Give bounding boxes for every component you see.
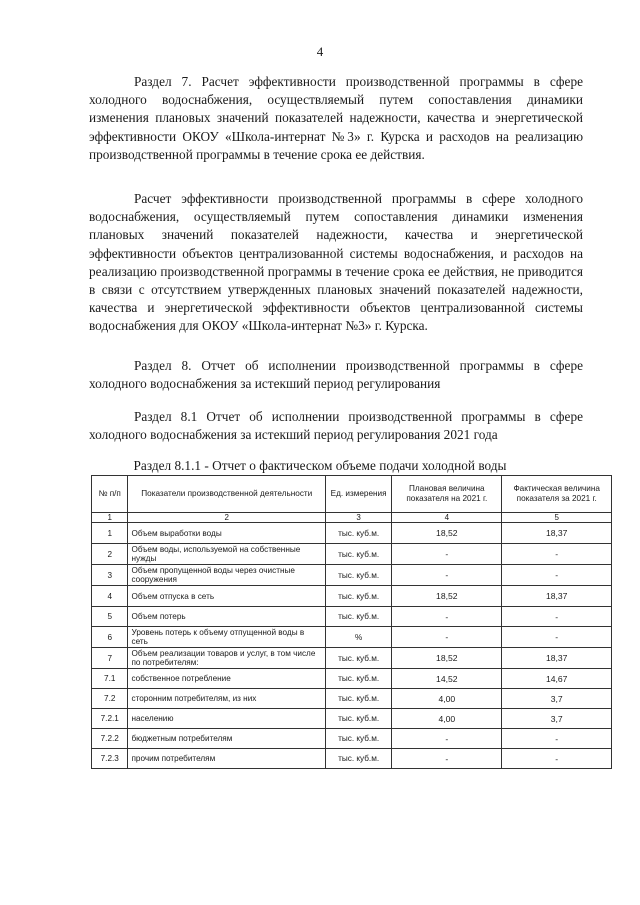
row-fact: 3,7	[502, 689, 612, 709]
table-row	[92, 586, 612, 607]
row-unit: тыс. куб.м.	[326, 607, 392, 627]
index-cell: 1	[92, 513, 128, 523]
row-fact: 3,7	[502, 709, 612, 729]
table-header-row	[92, 476, 612, 513]
row-num: 5	[92, 607, 128, 627]
row-fact: -	[502, 729, 612, 749]
row-unit: тыс. куб.м.	[326, 669, 392, 689]
row-name: Объем выработки воды	[128, 523, 326, 544]
row-plan: -	[392, 627, 502, 648]
row-name: Объем отпуска в сеть	[128, 586, 326, 607]
table-row	[92, 729, 612, 749]
section-7-body: Расчет эффективности производственной программы в сфере холодного водоснабжения, осуществляемый путем сопоставления динамики изменения плановых значений показателей надежности, качества и энергетической эффективности объектов централизованной системы водоснабжения, и расходов на реализацию производственной программы в течение срока ее действия, не приводится в связи с отсутствием утвержденных плановых значений показателей надежности, качества и энергетической эффективности объектов централизованной системы водоснабжения для ОКОУ «Школа-интернат №3» г. Курска.	[89, 191, 583, 334]
row-unit: тыс. куб.м.	[326, 709, 392, 729]
row-plan: -	[392, 729, 502, 749]
row-name: бюджетным потребителям	[128, 729, 326, 749]
row-plan: -	[392, 607, 502, 627]
row-unit: тыс. куб.м.	[326, 544, 392, 565]
row-name: сторонним потребителям, из них	[128, 689, 326, 709]
row-unit: тыс. куб.м.	[326, 648, 392, 669]
row-num: 7.2.3	[92, 749, 128, 769]
row-fact: 18,37	[502, 648, 612, 669]
header-plan: Плановая величина показателя на 2021 г.	[392, 476, 502, 513]
row-name: населению	[128, 709, 326, 729]
table-row	[92, 523, 612, 544]
row-unit: тыс. куб.м.	[326, 565, 392, 586]
row-fact: -	[502, 627, 612, 648]
row-num: 6	[92, 627, 128, 648]
table-row	[92, 544, 612, 565]
row-num: 7.2	[92, 689, 128, 709]
index-cell: 3	[326, 513, 392, 523]
table-row	[92, 565, 612, 586]
row-num: 2	[92, 544, 128, 565]
section-7-heading: Раздел 7. Расчет эффективности производственной программы в сфере холодного водоснабжения, осуществляемый путем сопоставления динамики изменения плановых значений показателей надежности, качества и энергетической эффективности ОКОУ «Школа-интернат №3» г. Курска и расходов на реализацию производственной программы в течение срока ее действия.	[89, 74, 583, 162]
table-row	[92, 669, 612, 689]
row-num: 7	[92, 648, 128, 669]
row-name: прочим потребителям	[128, 749, 326, 769]
row-fact: 18,37	[502, 523, 612, 544]
row-plan: 18,52	[392, 586, 502, 607]
row-plan: -	[392, 749, 502, 769]
table-row	[92, 648, 612, 669]
index-cell: 2	[128, 513, 326, 523]
row-plan: 14,52	[392, 669, 502, 689]
row-num: 4	[92, 586, 128, 607]
index-cell: 5	[502, 513, 612, 523]
table-row	[92, 627, 612, 648]
row-num: 7.2.2	[92, 729, 128, 749]
row-fact: -	[502, 565, 612, 586]
table-index-row	[92, 513, 612, 523]
row-fact: -	[502, 607, 612, 627]
row-fact: 18,37	[502, 586, 612, 607]
row-num: 7.1	[92, 669, 128, 689]
header-num: № п/п	[92, 476, 128, 513]
header-fact: Фактическая величина показателя за 2021 г.	[502, 476, 612, 513]
header-unit: Ед. измерения	[326, 476, 392, 513]
section-8-heading: Раздел 8. Отчет об исполнении производственной программы в сфере холодного водоснабжения за истекший период регулирования	[89, 358, 583, 392]
section-8-1-heading: Раздел 8.1 Отчет об исполнении производственной программы в сфере холодного водоснабжения за истекший период регулирования 2021 года	[89, 409, 583, 443]
page-number: 4	[316, 44, 324, 59]
table-row	[92, 749, 612, 769]
row-unit: тыс. куб.м.	[326, 586, 392, 607]
row-unit: %	[326, 627, 392, 648]
row-fact: -	[502, 749, 612, 769]
row-plan: 4,00	[392, 689, 502, 709]
row-plan: 4,00	[392, 709, 502, 729]
index-cell: 4	[392, 513, 502, 523]
row-unit: тыс. куб.м.	[326, 729, 392, 749]
row-name: Объем реализации товаров и услуг, в том числе по потребителям:	[128, 648, 326, 669]
row-plan: 18,52	[392, 523, 502, 544]
table-caption: Раздел 8.1.1 - Отчет о фактическом объеме подачи холодной воды	[133, 458, 507, 473]
row-name: собственное потребление	[128, 669, 326, 689]
row-num: 1	[92, 523, 128, 544]
table-row	[92, 689, 612, 709]
row-unit: тыс. куб.м.	[326, 749, 392, 769]
row-fact: -	[502, 544, 612, 565]
table-row	[92, 709, 612, 729]
row-name: Уровень потерь к объему отпущенной воды в сеть	[128, 627, 326, 648]
row-plan: -	[392, 544, 502, 565]
row-name: Объем потерь	[128, 607, 326, 627]
header-name: Показатели производственной деятельности	[128, 476, 326, 513]
water-supply-report-table	[91, 475, 612, 769]
row-unit: тыс. куб.м.	[326, 523, 392, 544]
row-unit: тыс. куб.м.	[326, 689, 392, 709]
row-num: 7.2.1	[92, 709, 128, 729]
row-plan: 18,52	[392, 648, 502, 669]
row-name: Объем пропущенной воды через очистные сооружения	[128, 565, 326, 586]
table-row	[92, 607, 612, 627]
row-num: 3	[92, 565, 128, 586]
row-plan: -	[392, 565, 502, 586]
row-fact: 14,67	[502, 669, 612, 689]
row-name: Объем воды, используемой на собственные нужды	[128, 544, 326, 565]
